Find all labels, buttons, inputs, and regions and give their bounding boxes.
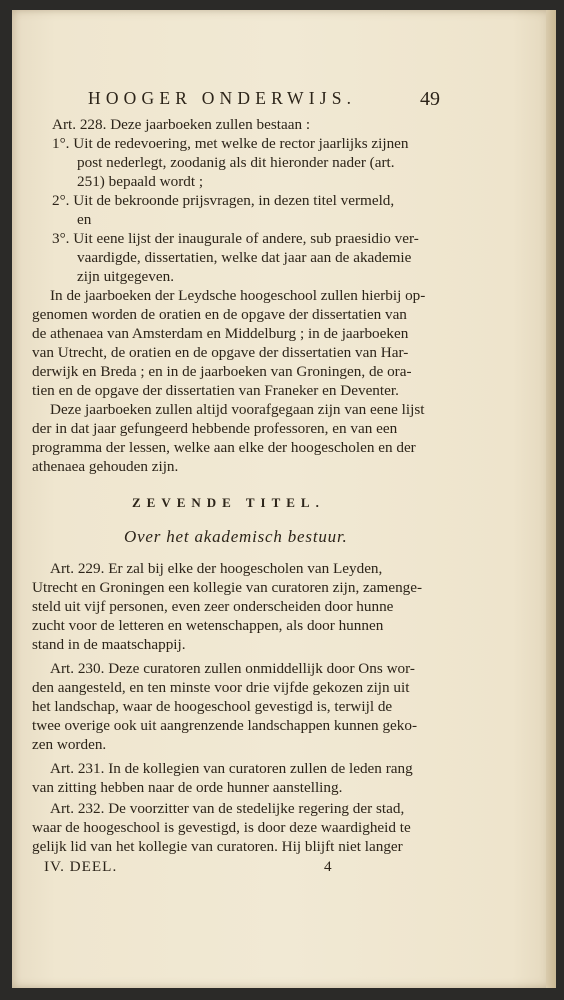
text-line: twee overige ook uit aangrenzende landschappen kunnen geko-: [32, 717, 418, 734]
text-line: zijn uitgegeven.: [77, 268, 174, 285]
text-line: de athenaea van Amsterdam en Middelburg ; in de jaarboeken: [32, 325, 409, 342]
text-line: tien en de opgave der dissertatien van Franeker en Deventer.: [32, 382, 399, 399]
text-line: Art. 232. De voorzitter van de stedelijke regering der stad,: [50, 800, 405, 817]
text-line: den aangesteld, en ten minste voor drie vijfde gekozen zijn uit: [32, 679, 410, 696]
text-line: derwijk en Breda ; en in de jaarboeken van Groningen, de ora-: [32, 363, 412, 380]
text-line: van Utrecht, de oratien en de opgave der dissertatien van Har-: [32, 344, 409, 361]
page-edge: [546, 10, 556, 988]
book-page: [12, 10, 556, 988]
text-line: en: [77, 211, 92, 228]
text-line: zen worden.: [32, 736, 107, 753]
text-line: der in dat jaar gefungeerd hebbende professoren, en van een: [32, 420, 398, 437]
text-line: 1°. Uit de redevoering, met welke de rector jaarlijks zijnen: [52, 135, 409, 152]
text-line: Deze jaarboeken zullen altijd voorafgegaan zijn van eene lijst: [50, 401, 425, 418]
section-subtitle: Over het akademisch bestuur.: [124, 527, 348, 546]
text-line: zucht voor de letteren en wetenschappen, als door hunnen: [32, 617, 384, 634]
text-line: waar de hoogeschool is gevestigd, is door deze waardigheid te: [32, 819, 411, 836]
text-line: Art. 230. Deze curatoren zullen onmiddellijk door Ons wor-: [50, 660, 415, 677]
page-number: 49: [420, 88, 440, 110]
text-line: 3°. Uit eene lijst der inaugurale of andere, sub praesidio ver-: [52, 230, 419, 247]
sheet-number: 4: [324, 858, 332, 875]
text-line: vaardigde, dissertatien, welke dat jaar aan de akademie: [77, 249, 412, 266]
text-line: programma der lessen, welke aan elke der hoogescholen en der: [32, 439, 416, 456]
text-line: athenaea gehouden zijn.: [32, 458, 179, 475]
text-line: post nederlegt, zoodanig als dit hieronder nader (art.: [77, 154, 395, 171]
running-header: HOOGER ONDERWIJS.: [88, 88, 357, 108]
text-line: het landschap, waar de hoogeschool gevestigd is, terwijl de: [32, 698, 393, 715]
section-heading: ZEVENDE TITEL.: [132, 495, 325, 510]
signature-mark: IV. DEEL.: [44, 858, 118, 875]
text-line: Utrecht en Groningen een kollegie van curatoren zijn, zamenge-: [32, 579, 423, 596]
text-line: Art. 228. Deze jaarboeken zullen bestaan :: [52, 116, 311, 133]
text-line: Art. 231. In de kollegien van curatoren zullen de leden rang: [50, 760, 413, 777]
text-line: In de jaarboeken der Leydsche hoogeschool zullen hierbij op-: [50, 287, 426, 304]
text-line: steld uit vijf personen, even zeer onderscheiden door hunne: [32, 598, 394, 615]
text-line: gelijk lid van het kollegie van curatoren. Hij blijft niet langer: [32, 838, 403, 855]
text-line: 2°. Uit de bekroonde prijsvragen, in dezen titel vermeld,: [52, 192, 395, 209]
text-line: stand in de maatschappij.: [32, 636, 186, 653]
text-line: genomen worden de oratien en de opgave der dissertatien van: [32, 306, 407, 323]
text-line: Art. 229. Er zal bij elke der hoogescholen van Leyden,: [50, 560, 383, 577]
text-line: van zitting hebben naar de orde hunner aanstelling.: [32, 779, 343, 796]
text-line: 251) bepaald wordt ;: [77, 173, 204, 190]
